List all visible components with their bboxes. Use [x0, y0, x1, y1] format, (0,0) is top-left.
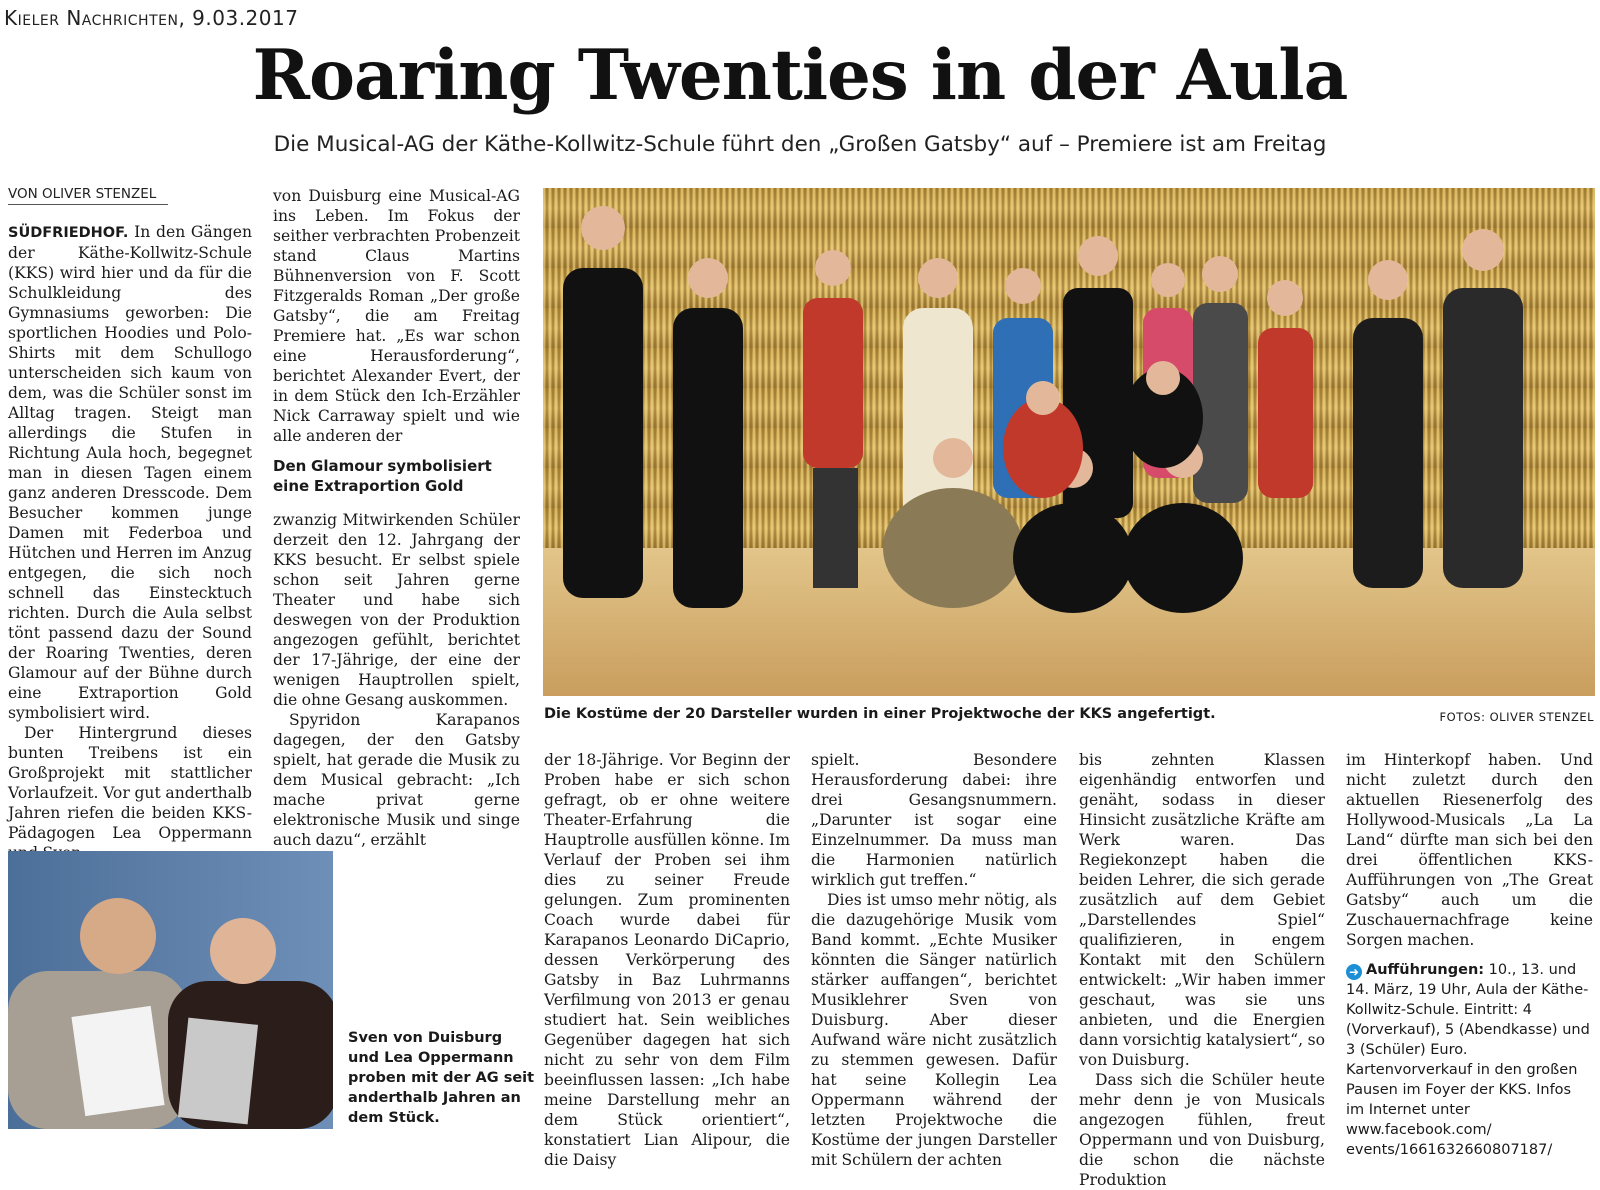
dateline: SÜDFRIEDHOF. [8, 225, 129, 241]
paragraph: zwanzig Mitwirkenden Schüler derzeit den 12. Jahrgang der KKS besucht. Er selbst spiele schon seit Jahren gerne Theater und habe sich deswegen von der Produktion angezogen gefühlt, berichtet der 17-Jährige, der eine der wenigen Hauptrollen spielt, die ohne Gesang auskommen. [273, 511, 520, 709]
info-text: 10., 13. und 14. März, 19 Uhr, Aula der Käthe-Kollwitz-Schule. Eintritt: 4 (Vorverkauf), 5 (Abendkasse) und 3 (Schüler) Euro. Kartenvorverkauf in den großen Pausen im Foyer der KKS. Infos im Internet unter www.facebook.com/ events/1661632660807187/ [1346, 962, 1590, 1158]
paragraph: im Hinterkopf haben. Und nicht zuletzt durch den aktuellen Riesenerfolg des Hollywood-Musicals „La La Land“ dürfte man sich bei den drei öffentlichen KKS-Aufführungen von „The Great Gatsby“ auch um die Zuschauernachfrage keine Sorgen machen. [1346, 751, 1593, 949]
paragraph: spielt. Besondere Herausforderung dabei: ihre drei Gesangsnummern. „Darunter ist sogar eine Einzelnummer. Da muss man die Harmonien natürlich wirklich gut treffen.“ [811, 751, 1057, 889]
newspaper-source: Kieler Nachrichten, 9.03.2017 [4, 6, 299, 30]
column-4 [811, 750, 1057, 1170]
paragraph: Spyridon Karapanos dagegen, der den Gatsby spielt, hat gerade die Musik zu dem Musical gebracht: „Ich mache privat gerne elektronische Musik und singe auch dazu“, erzählt [273, 711, 520, 849]
paragraph: Der Hintergrund dieses bunten Treibens ist ein Großprojekt mit stattlicher Vorlaufzeit. Vor gut anderthalb Jahren riefen die beiden KKS-Pädagogen Lea Oppermann [8, 724, 252, 842]
teachers-photo-illustration [8, 851, 333, 1129]
headline: Roaring Twenties in der Aula [252, 35, 1348, 116]
info-label: Aufführungen: [1366, 962, 1485, 978]
teachers-photo [8, 851, 333, 1129]
column-3 [544, 750, 790, 1170]
paragraph: von Duisburg eine Musical-AG ins Leben. Im Fokus der seither verbrachten Probenzeit stand Claus Martins Bühnenversion von F. Scott Fitzgeralds Roman „Der große Gatsby“, die am Freitag Premiere hat. „Es war schon eine Herausforderung“, berichtet Alexander Evert, der in dem Stück den Ich-Erzähler Nick Carraway spielt und wie alle anderen der [273, 187, 520, 445]
byline: VON OLIVER STENZEL [8, 186, 168, 205]
main-photo [543, 188, 1595, 696]
arrow-right-icon: ➜ [1346, 964, 1362, 980]
paragraph: Dass sich die Schüler heute mehr denn je von Musicals angezogen fühlen, freut Oppermann und von Duisburg, die schon die nächste Produktion [1079, 1071, 1325, 1189]
subheadline: Die Musical-AG der Käthe-Kollwitz-Schule führt den „Großen Gatsby“ auf – Premiere ist am Freitag [273, 132, 1327, 157]
column-2 [273, 186, 520, 850]
info-box [1346, 960, 1593, 1160]
crosshead: Den Glamour symbolisiert eine Extraportion Gold [273, 457, 492, 495]
column-6 [1346, 750, 1593, 1160]
column-1 [8, 222, 252, 863]
teachers-photo-caption: Sven von Duisburg und Lea Oppermann proben mit der AG seit anderthalb Jahren an dem Stück. [348, 1030, 535, 1126]
cast-photo-illustration [543, 188, 1595, 696]
paragraph: Dies ist umso mehr nötig, als die dazugehörige Musik vom Band kommt. „Echte Musiker könnten die Sänger natürlich stärker auffangen“, berichtet Musiklehrer Sven von Duisburg. Aber dieser Aufwand wäre nicht zusätzlich zu stemmen gewesen. Dafür hat seine Kollegin Lea Oppermann während der letzten Projektwoche die Kostüme der jungen Darsteller mit Schülern der achten [811, 891, 1057, 1169]
paragraph: bis zehnten Klassen eigenhändig entworfen und genäht, sodass in dieser Hinsicht zusätzliche Kräfte am Werk waren. Das Regiekonzept haben die beiden Lehrer, die sich gerade zusätzlich auf dem Gebiet „Darstellendes Spiel“ qualifizieren, in engem Kontakt mit den Schülern entwickelt: „Wir haben immer geschaut, was sie uns anbieten, und die Energien dann vorsichtig katalysiert“, so von Duisburg. [1079, 751, 1325, 1069]
paragraph: der 18-Jährige. Vor Beginn der Proben habe er sich schon gefragt, ob er ohne weitere Theater-Erfahrung die Hauptrolle ausfüllen könne. Im Verlauf der Proben sei ihm dies zu seiner Freude gelungen. Zum prominenten Coach wurde dabei für Karapanos Leonardo DiCaprio, dessen Verkörperung des Gatsby in Baz Luhrmanns Verfilmung von 2013 er genau studiert hat. Sein weibliches Gegenüber dagegen hat sich nicht zu sehr von dem Film beeinflussen lassen: „Ich habe meine Darstellung mehr an dem Stück orientiert“, konstatiert Lian Alipour, die die Daisy [544, 751, 790, 1169]
paragraph: SÜDFRIEDHOF. In den Gängen der Käthe-Kollwitz-Schule (KKS) wird hier und da für die Schulkleidung des Gymnasiums geworben: Die sportlichen Hoodies und Polo-Shirts mit dem Schullogo unterscheiden sich kaum von dem, was die Schüler sonst im Alltag tragen. Steigt man allerdings die Stufen in Richtung Aula hoch, begegnet man in diesen Tagen einem ganz anderen Dresscode. Dem Besucher kommen junge Damen mit Federboa und Hütchen und Herren im Anzug entgegen, die sich noch schnell das Einstecktuch richten. Durch die Aula selbst tönt passend dazu der Sound der Roaring Twenties, deren Glamour auf der Bühne durch eine Extraportion Gold symbolisiert wird. [8, 223, 252, 722]
photo-caption: Die Kostüme der 20 Darsteller wurden in einer Projektwoche der KKS angefertigt. [544, 706, 1216, 722]
column-5 [1079, 750, 1325, 1190]
photo-credit: FOTOS: OLIVER STENZEL [1439, 710, 1594, 724]
